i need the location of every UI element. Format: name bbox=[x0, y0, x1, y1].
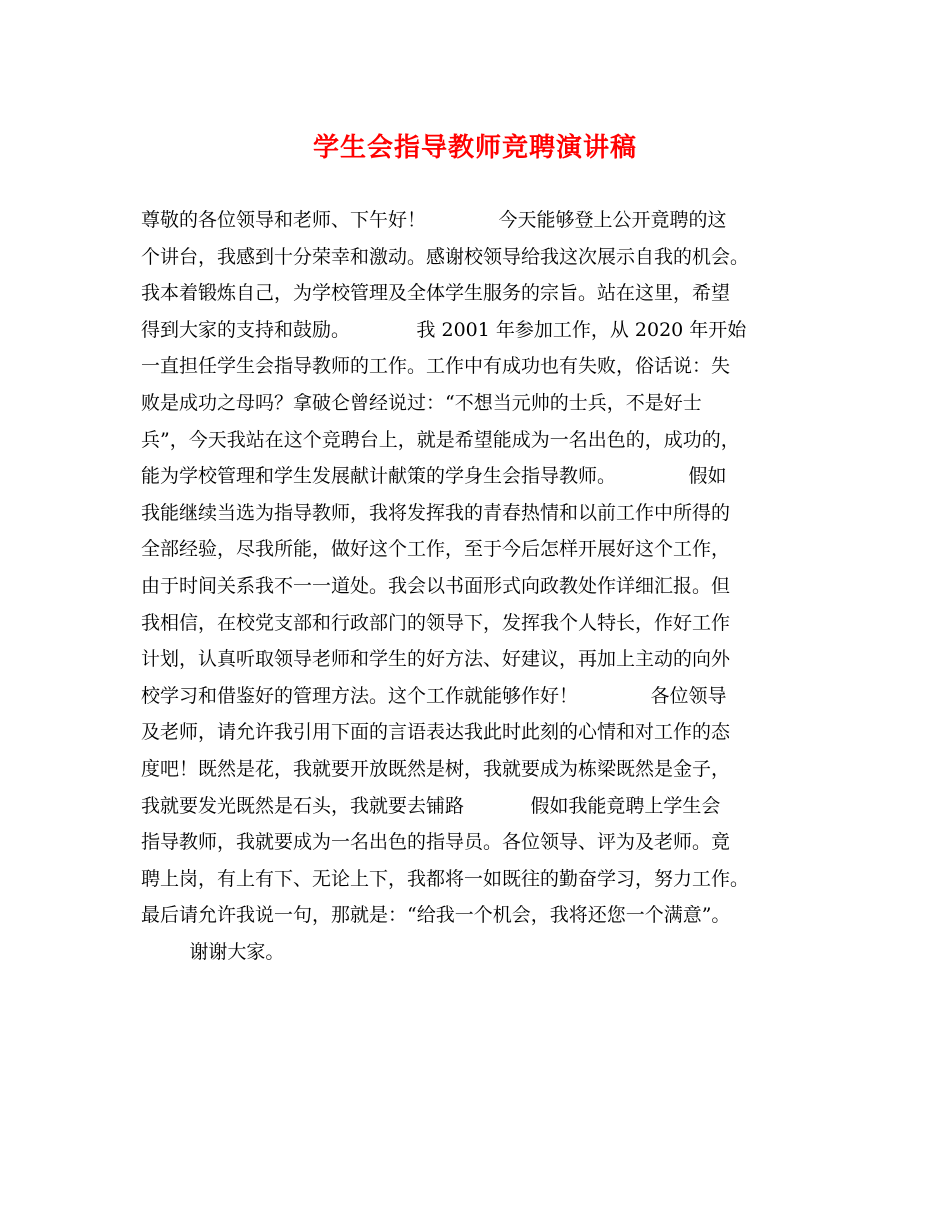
body-line: 指导教师，我就要成为一名出色的指导员。各位领导、评为及老师。竟 bbox=[141, 831, 731, 854]
body-line: 计划，认真听取领导老师和学生的好方法、好建议，再加上主动的向外 bbox=[141, 648, 731, 671]
document-title: 学生会指导教师竞聘演讲稿 bbox=[312, 133, 637, 163]
body-line: 个讲台，我感到十分荣幸和激动。感谢校领导给我这次展示自我的机会。 bbox=[141, 245, 750, 268]
body-line: 我相信，在校党支部和行政部门的领导下，发挥我个人特长，作好工作 bbox=[141, 611, 731, 634]
document-body bbox=[141, 202, 841, 970]
body-line: 校学习和借鉴好的管理方法。这个工作就能够作好！ 各位领导 bbox=[141, 684, 727, 707]
body-line: 聘上岗，有上有下、无论上下，我都将一如既往的勤奋学习，努力工作。 bbox=[141, 867, 750, 890]
body-line: 兵”，今天我站在这个竞聘台上，就是希望能成为一名出色的，成功的， bbox=[141, 428, 740, 451]
body-line: 度吧！既然是花，我就要开放既然是树，我就要成为栋梁既然是金子， bbox=[141, 757, 731, 780]
body-line: 败是成功之母吗？拿破仑曾经说过：“不想当元帅的士兵，不是好士 bbox=[141, 391, 702, 414]
body-line: 由于时间关系我不一一道处。我会以书面形式向政教处作详细汇报。但 bbox=[141, 574, 731, 597]
body-line: 得到大家的支持和鼓励。 我 2001 年参加工作，从 2020 年开始 bbox=[141, 318, 747, 341]
body-line: 我本着锻炼自己，为学校管理及全体学生服务的宗旨。站在这里，希望 bbox=[141, 282, 731, 305]
body-line: 及老师，请允许我引用下面的言语表达我此时此刻的心情和对工作的态 bbox=[141, 721, 731, 744]
body-line: 全部经验，尽我所能，做好这个工作，至于今后怎样开展好这个工作， bbox=[141, 538, 731, 561]
body-line: 一直担任学生会指导教师的工作。工作中有成功也有失败，俗话说：失 bbox=[141, 355, 731, 378]
body-line: 谢谢大家。 bbox=[141, 940, 285, 963]
body-line: 能为学校管理和学生发展献计献策的学身生会指导教师。 假如 bbox=[141, 465, 727, 488]
body-line: 尊敬的各位领导和老师、下午好！ 今天能够登上公开竟聘的这 bbox=[141, 209, 727, 231]
body-line: 我能继续当选为指导教师，我将发挥我的青春热情和以前工作中所得的 bbox=[141, 501, 731, 524]
body-line: 最后请允许我说一句，那就是：“给我一个机会，我将还您一个满意”。 bbox=[141, 904, 731, 927]
body-line: 我就要发光既然是石头，我就要去铺路 假如我能竟聘上学生会 bbox=[141, 794, 721, 817]
